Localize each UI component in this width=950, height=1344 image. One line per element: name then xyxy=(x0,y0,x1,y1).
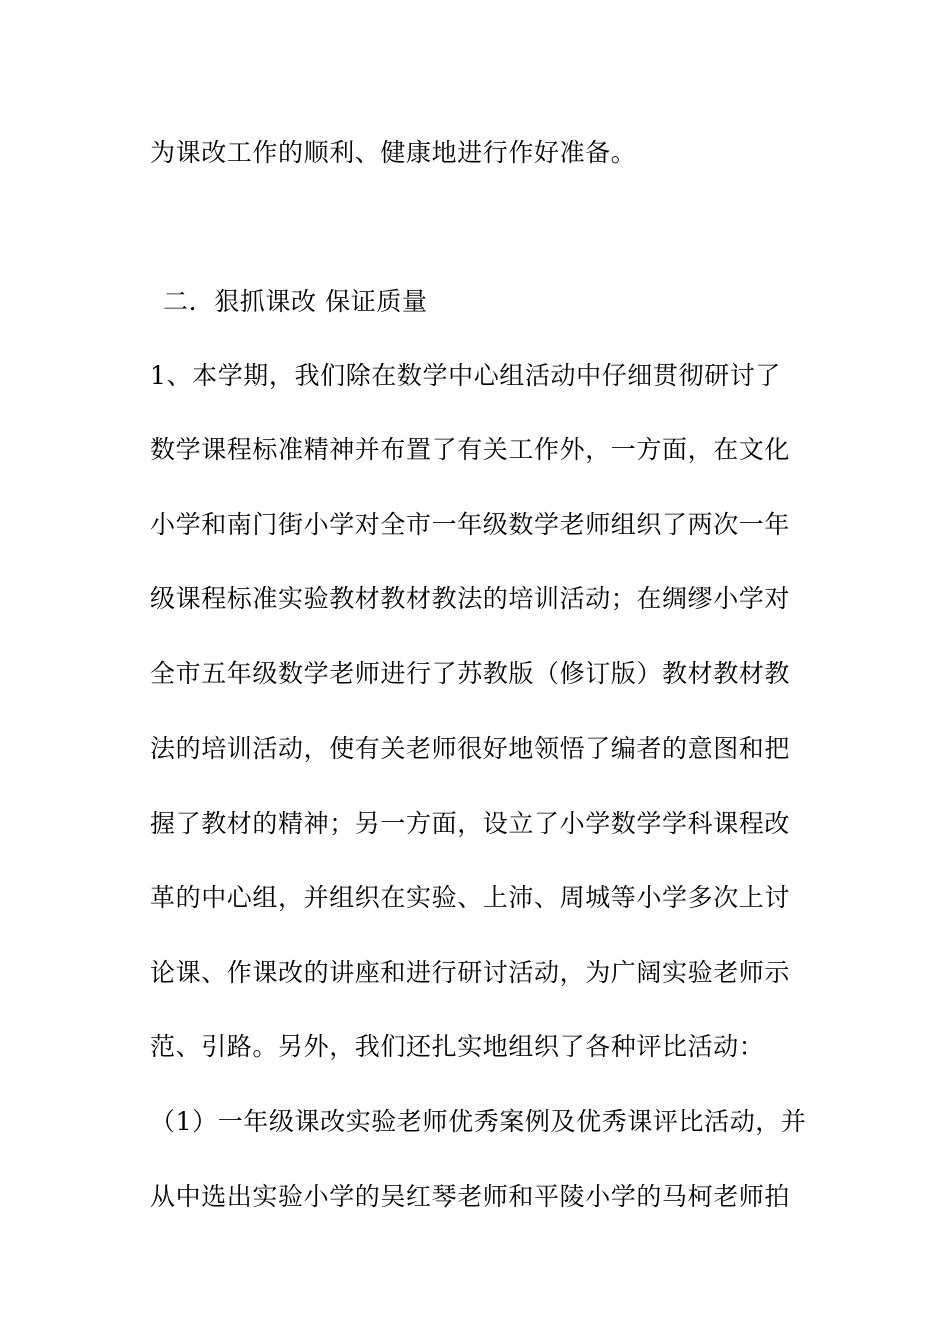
paragraph-line-9: 握了教材的精神；另一方面，设立了小学数学学科课程改 xyxy=(150,809,791,838)
paragraph-line-6: 级课程标准实验教材教材教法的培训活动；在绸缪小学对 xyxy=(150,584,791,613)
paragraph-line-7: 全市五年级数学老师进行了苏教版（修订版）教材教材教 xyxy=(150,659,791,688)
paragraph-line-5: 小学和南门街小学对全市一年级数学老师组织了两次一年 xyxy=(150,510,791,539)
paragraph-line-12: 范、引路。另外，我们还扎实地组织了各种评比活动： xyxy=(150,1032,765,1061)
paragraph-line-11: 论课、作课改的讲座和进行研讨活动，为广阔实验老师示 xyxy=(150,958,791,987)
paragraph-line-1: 为课改工作的顺利、健康地进行作好准备。 xyxy=(150,138,637,167)
paragraph-line-14: 从中选出实验小学的吴红琴老师和平陵小学的马柯老师拍 xyxy=(150,1182,791,1211)
paragraph-line-3: 1、本学期，我们除在数学中心组活动中仔细贯彻研讨了 xyxy=(150,361,781,390)
paragraph-line-4: 数学课程标准精神并布置了有关工作外，一方面，在文化 xyxy=(150,435,791,464)
paragraph-line-8: 法的培训活动，使有关老师很好地领悟了编者的意图和把 xyxy=(150,734,791,763)
paragraph-line-13: （1）一年级课改实验老师优秀案例及优秀课评比活动，并 xyxy=(150,1107,807,1136)
section-heading: 二．狠抓课改 保证质量 xyxy=(163,287,428,316)
paragraph-line-10: 革的中心组，并组织在实验、上沛、周城等小学多次上讨 xyxy=(150,883,791,912)
